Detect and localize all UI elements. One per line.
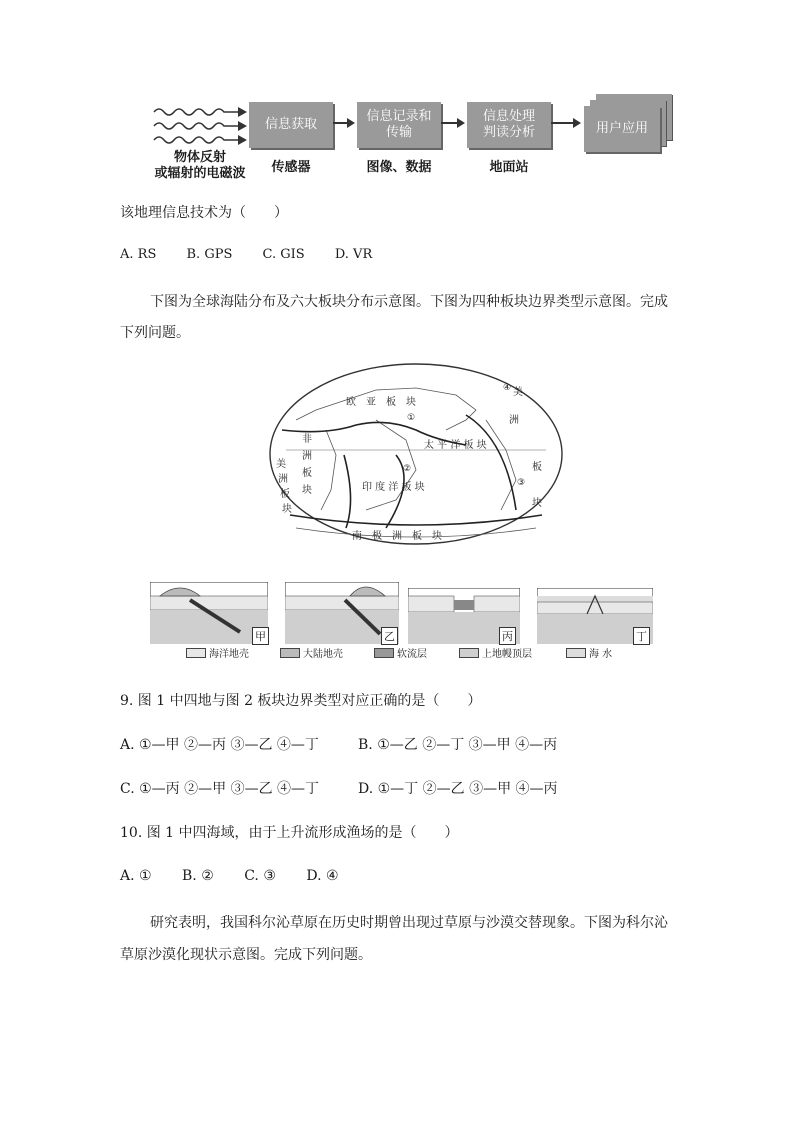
- label-america-left-4: 块: [282, 504, 292, 515]
- swatch-oceanic: [186, 648, 206, 658]
- q10-option-d: D. ④: [306, 868, 339, 884]
- q9-option-a: A. ①—甲 ②—丙 ③—乙 ④—丁: [120, 737, 319, 753]
- q9-option-d: D. ①—丁 ②—乙 ③—甲 ④—丙: [358, 781, 558, 797]
- legend-continental-crust: 大陆地壳: [280, 645, 343, 660]
- marker-2: ②: [403, 464, 412, 474]
- option-c: C. GIS: [262, 247, 305, 262]
- question-9: 9. 图 1 中四地与图 2 板块边界类型对应正确的是（ ）: [120, 693, 482, 709]
- q10-option-a: A. ①: [120, 868, 152, 884]
- flow-box-acquire: 信息获取: [249, 102, 333, 148]
- flow-box-process: 信息处理 判读分析: [467, 102, 551, 148]
- swatch-continental: [280, 648, 300, 658]
- label-africa-4: 块: [302, 485, 312, 496]
- intro2-line2: 草原沙漠化现状示意图。完成下列问题。: [120, 947, 372, 963]
- section-jia: [150, 582, 268, 644]
- em-wave-label: 物体反射 或辐射的电磁波: [154, 150, 246, 181]
- legend-asthenosphere: 软流层: [374, 645, 427, 660]
- marker-4: ④: [503, 383, 512, 393]
- label-eurasia-plate: 欧 亚 板 块: [346, 397, 416, 408]
- q10-options: [120, 868, 365, 884]
- label-america-right-3: 板: [532, 462, 542, 473]
- arrow-right-icon: [551, 115, 583, 131]
- arrow-right-icon: [441, 115, 467, 131]
- question-tech: 该地理信息技术为（ ）: [120, 205, 288, 221]
- caption-image-data: 图像、数据: [366, 160, 432, 175]
- q9-option-b: B. ①—乙 ②—丁 ③—甲 ④—丙: [358, 737, 558, 753]
- swatch-asthenosphere: [374, 648, 394, 658]
- swatch-seawater: [566, 648, 586, 658]
- option-a: A. RS: [120, 247, 157, 262]
- intro2-line1: 研究表明，我国科尔沁草原在历史时期曾出现过草原与沙漠交替现象。下图为科尔沁: [150, 915, 668, 931]
- label-america-left-1: 美: [276, 459, 286, 470]
- section-label-jia: 甲: [252, 627, 269, 645]
- option-b: B. GPS: [186, 247, 233, 262]
- flow-box-user: 用户应用: [584, 106, 660, 152]
- flow-box-record: 信息记录和 传输: [357, 102, 441, 148]
- section-label-yi: 乙: [381, 627, 398, 645]
- legend-oceanic-crust: 海洋地壳: [186, 645, 249, 660]
- label-america-right-1: 美: [513, 387, 523, 398]
- label-indian-plate: 印 度 洋 板 块: [362, 482, 425, 493]
- intro1-line2: 下列问题。: [120, 325, 190, 341]
- label-antarctic-plate: 南 极 洲 板 块: [352, 531, 442, 542]
- caption-sensor: 传感器: [271, 160, 311, 175]
- section-label-ding: 丁: [633, 627, 650, 645]
- question-10: 10. 图 1 中四海域，由于上升流形成渔场的是（ ）: [120, 825, 459, 841]
- label-america-left-3: 板: [280, 489, 290, 500]
- q10-option-b: B. ②: [182, 868, 214, 884]
- label-africa-2: 洲: [302, 451, 312, 462]
- legend-seawater: 海 水: [566, 645, 612, 660]
- label-africa-1: 非: [302, 434, 312, 445]
- swatch-upper-mantle: [459, 648, 479, 658]
- q9-option-c: C. ①—丙 ②—甲 ③—乙 ④—丁: [120, 781, 320, 797]
- marker-3: ③: [517, 478, 526, 488]
- wave-arrows-icon: [150, 100, 250, 148]
- label-pacific-plate: 太 平 洋 板 块: [424, 440, 487, 451]
- option-d: D. VR: [334, 247, 373, 262]
- legend-upper-mantle: 上地幔顶层: [459, 645, 532, 660]
- section-label-bing: 丙: [499, 627, 516, 645]
- arrow-right-icon: [333, 115, 357, 131]
- caption-ground-station: 地面站: [489, 160, 529, 175]
- q10-option-c: C. ③: [244, 868, 276, 884]
- label-america-right-4: 块: [532, 498, 542, 509]
- options-tech: [120, 247, 398, 262]
- label-america-left-2: 洲: [278, 474, 288, 485]
- marker-1: ①: [407, 413, 416, 423]
- label-africa-3: 板: [302, 468, 312, 479]
- intro1-line1: 下图为全球海陆分布及六大板块分布示意图。下图为四种板块边界类型示意图。完成: [150, 294, 668, 310]
- label-america-right-2: 洲: [509, 415, 519, 426]
